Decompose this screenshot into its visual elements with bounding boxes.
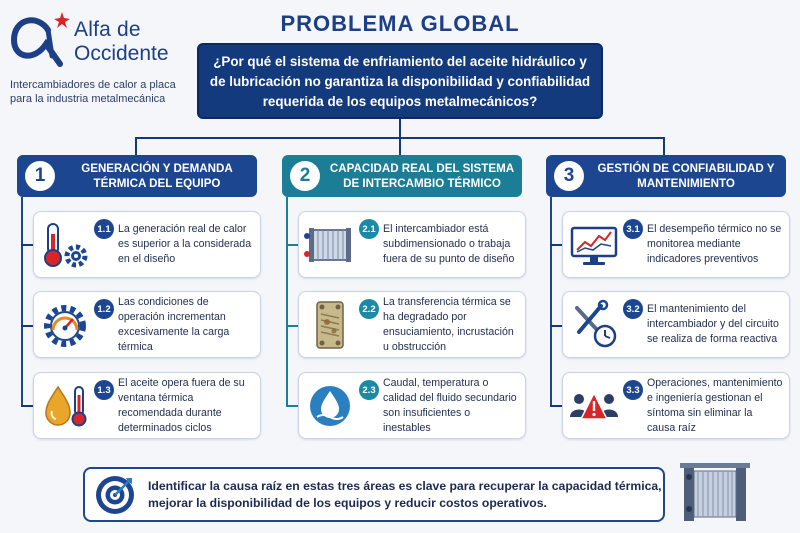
connector-col3	[663, 137, 665, 155]
column-label: GESTIÓN DE CONFIABILIDAD Y MANTENIMIENTO	[597, 162, 775, 190]
column-header-3	[546, 155, 786, 197]
conclusion-box	[83, 467, 665, 522]
cause-text: Caudal, temperatura o calidad del fluido secundario son insuficientes o inestables	[383, 376, 517, 434]
cause-card-3-3	[562, 372, 790, 439]
cause-badge: 3.3	[623, 380, 643, 400]
cause-card-1-3	[33, 372, 261, 439]
cause-badge: 3.2	[623, 299, 643, 319]
cause-text: Operaciones, mantenimiento e ingeniería gestionan el síntoma sin eliminar la causa raíz	[647, 376, 783, 434]
connector-col1	[135, 137, 137, 155]
target-icon	[94, 474, 136, 516]
rail-tick	[550, 244, 562, 246]
connector-trunk	[399, 119, 401, 138]
cause-badge: 2.2	[359, 299, 379, 319]
cause-card-2-2	[298, 291, 526, 358]
rail-tick	[286, 325, 298, 327]
cause-card-1-2	[33, 291, 261, 358]
column-header-2	[282, 155, 522, 197]
water-drop-icon	[303, 379, 357, 433]
cause-badge: 2.3	[359, 380, 379, 400]
cause-text: El desempeño térmico no se monitorea mediante indicadores preventivos	[647, 223, 782, 265]
column-rail-2	[286, 197, 288, 405]
brand-logo	[8, 6, 198, 126]
conclusion-text: Identificar la causa raíz en estas tres áreas es clave para recuperar la capacidad térmica, mejorar la disponibilidad de los equipos y reducir costos operativos.	[148, 478, 662, 510]
tools-clock-icon	[567, 298, 621, 352]
monitor-chart-icon	[567, 218, 621, 272]
cause-card-2-3	[298, 372, 526, 439]
column-number: 3	[554, 161, 584, 191]
plate-heat-exchanger-icon	[676, 459, 756, 525]
cause-badge: 1.1	[94, 219, 114, 239]
cause-text: La generación real de calor es superior a la considerada en el diseño	[118, 223, 252, 265]
page-title: PROBLEMA GLOBAL	[280, 11, 520, 36]
thermometer-gear-icon	[38, 218, 92, 272]
column-rail-1	[21, 197, 23, 405]
rail-tick	[550, 325, 562, 327]
cause-badge: 1.2	[94, 299, 114, 319]
cause-text: El aceite opera fuera de su ventana térmica recomendada durante determinados ciclos	[118, 376, 245, 434]
column-number: 2	[290, 161, 320, 191]
cause-text: El intercambiador está subdimensionado o trabaja fuera de su punto de diseño	[383, 223, 515, 265]
brand-tagline: Intercambiadores de calor a placa para la industria metalmecánica	[10, 79, 176, 105]
cause-badge: 2.1	[359, 219, 379, 239]
cause-text: Las condiciones de operación incrementan excesivamente la carga térmica	[118, 295, 230, 353]
column-label: GENERACIÓN Y DEMANDA TÉRMICA DEL EQUIPO	[81, 162, 233, 190]
cause-badge: 1.3	[94, 380, 114, 400]
heat-exchanger-icon	[303, 218, 357, 272]
cause-card-1-1	[33, 211, 261, 278]
cause-badge: 3.1	[623, 219, 643, 239]
gear-gauge-icon	[38, 298, 92, 352]
rail-tick	[21, 325, 33, 327]
oil-drop-thermometer-icon	[38, 379, 92, 433]
column-rail-3	[550, 197, 552, 405]
rail-tick	[550, 405, 562, 407]
column-number: 1	[25, 161, 55, 191]
column-label: CAPACIDAD REAL DEL SISTEMA DE INTERCAMBIO TÉRMICO	[329, 162, 515, 190]
cause-text: La transferencia térmica se ha degradado por ensuciamiento, incrustación u obstrucción	[383, 295, 514, 353]
column-header-1	[17, 155, 257, 197]
cause-card-3-1	[562, 211, 790, 278]
cause-card-2-1	[298, 211, 526, 278]
rail-tick	[21, 405, 33, 407]
cause-card-3-2	[562, 291, 790, 358]
rail-tick	[286, 405, 298, 407]
cause-text: El mantenimiento del intercambiador y del circuito se realiza de forma reactiva	[647, 303, 779, 345]
connector-col2	[399, 137, 401, 155]
alpha-logo-icon	[8, 10, 70, 68]
rail-tick	[286, 244, 298, 246]
brand-name-line1: Alfa de	[74, 18, 141, 41]
question-box: ¿Por qué el sistema de enfriamiento del aceite hidráulico y de lubricación no garantiza la disponibilidad y confiabilidad requerida de los equipos metalmecánicos?	[197, 43, 603, 119]
brand-name-line2: Occidente	[74, 42, 169, 65]
team-warning-icon	[567, 379, 621, 433]
fouled-plate-icon	[303, 298, 357, 352]
rail-tick	[21, 244, 33, 246]
